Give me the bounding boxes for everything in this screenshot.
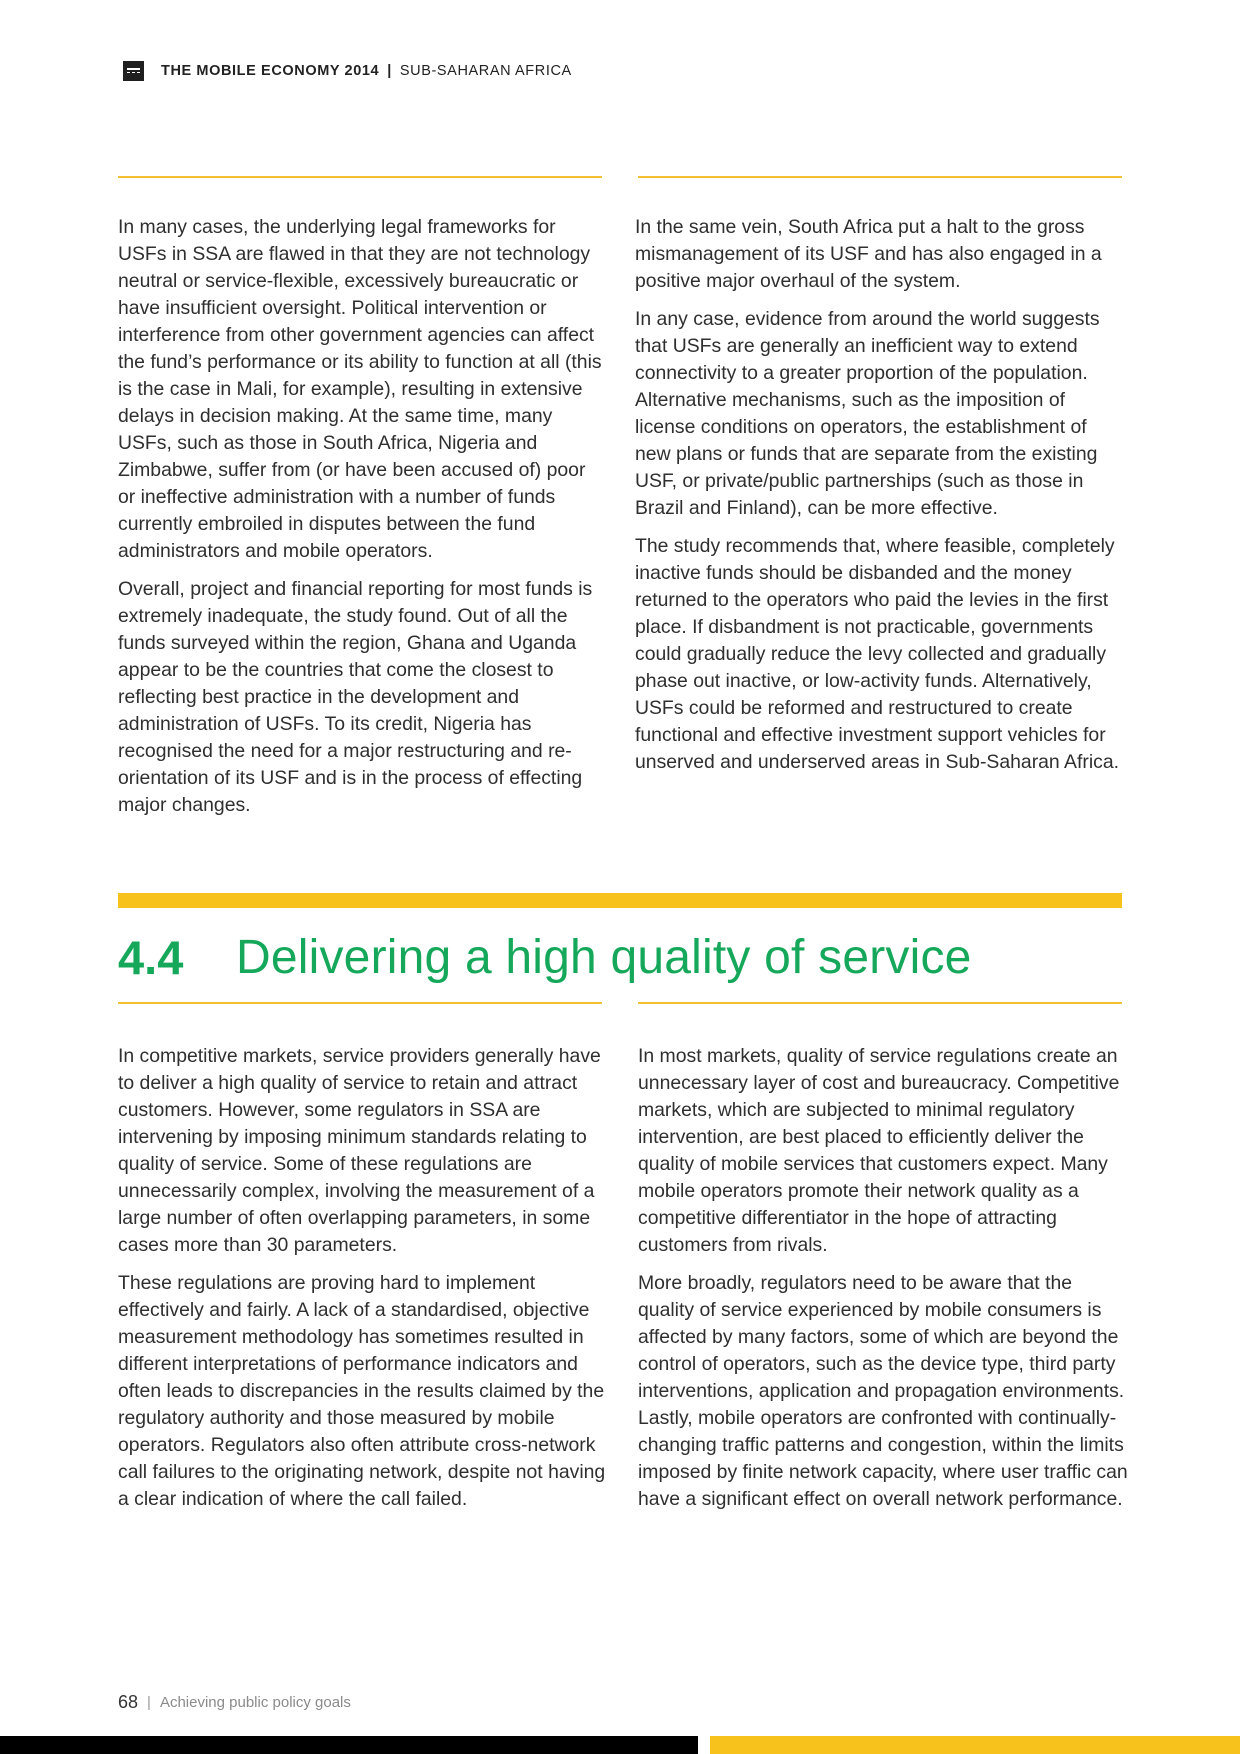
footer-separator: | xyxy=(147,1694,151,1711)
page-number: 68 xyxy=(118,1692,139,1712)
paragraph: In any case, evidence from around the world suggests that USFs are generally an inefficient way to extend connectivity to a greater proportion of the population. Alternative mechanisms, such as the imposition of license conditions on operators, the establishment of new plans or funds that are separate from the existing USF, or private/public partnerships (such as those in Brazil and Finland), can be more effective. xyxy=(635,308,1100,519)
paragraph: These regulations are proving hard to implement effectively and fairly. A lack of a standardised, objective measurement methodology has sometimes resulted in different interpretations of performance indicators and often leads to discrepancies in the results claimed by the regulatory authority and those measured by mobile operators. Regulators also often attribute cross-network call failures to the originating network, despite not having a clear indication of where the call failed. xyxy=(118,1272,606,1510)
publication-title: THE MOBILE ECONOMY 2014 xyxy=(161,63,380,79)
lower-right-rule xyxy=(638,1002,1122,1004)
upper-right-column xyxy=(635,214,1125,787)
gsma-logo-icon xyxy=(123,61,144,81)
paragraph: The study recommends that, where feasible, completely inactive funds should be disbanded and the money returned to the operators who paid the levies in the first place. If disbandment is not practicable, governments could gradually reduce the levy collected and gradually phase out inactive, or low-activity funds. Alternatively, USFs could be reformed and restructured to create functional and effective investment support vehicles for unserved and underserved areas in Sub-Saharan Africa. xyxy=(635,535,1119,773)
paragraph: In many cases, the underlying legal frameworks for USFs in SSA are flawed in that they are not technology neutral or service-flexible, excessively bureaucratic or have insufficient oversight. Political intervention or interference from other government agencies can affect the fund’s performance or its ability to function at all (this is the case in Mali, for example), resulting in extensive delays in decision making. At the same time, many USFs, such as those in South Africa, Nigeria and Zimbabwe, suffer from (or have been accused of) poor or ineffective administration with a number of funds currently embroiled in disputes between the fund administrators and mobile operators. xyxy=(118,216,602,562)
header-separator: | xyxy=(387,63,392,79)
paragraph: In most markets, quality of service regulations create an unnecessary layer of cost and bureaucracy. Competitive markets, which are subjected to minimal regulatory intervention, are best placed to efficiently deliver the quality of mobile services that customers expect. Many mobile operators promote their network quality as a competitive differentiator in the hope of attracting customers from rivals. xyxy=(638,1045,1120,1256)
footer-black-bar xyxy=(0,1736,698,1754)
upper-left-rule xyxy=(118,176,602,178)
paragraph: In the same vein, South Africa put a halt to the gross mismanagement of its USF and has also engaged in a positive major overhaul of the system. xyxy=(635,216,1102,292)
paragraph: More broadly, regulators need to be aware that the quality of service experienced by mobile consumers is affected by many factors, some of which are beyond the control of operators, such as the device type, third party interventions, application and propagation environments. Lastly, mobile operators are confronted with continually-changing traffic patterns and congestion, within the limits imposed by finite network capacity, where user traffic can have a significant effect on overall network performance. xyxy=(638,1272,1128,1510)
region-label: SUB-SAHARAN AFRICA xyxy=(399,63,572,79)
section-number: 4.4 xyxy=(118,930,184,984)
section-title: Delivering a high quality of service xyxy=(236,930,972,984)
running-header xyxy=(123,60,572,82)
footer-yellow-bar xyxy=(710,1736,1240,1754)
upper-left-column xyxy=(118,214,608,830)
paragraph: In competitive markets, service providers generally have to deliver a high quality of service to retain and attract customers. However, some regulators in SSA are intervening by imposing minimum standards relating to quality of service. Some of these regulations are unnecessarily complex, involving the measurement of a large number of often overlapping parameters, in some cases more than 30 parameters. xyxy=(118,1045,601,1256)
page-footer xyxy=(118,1692,351,1713)
upper-right-rule xyxy=(638,176,1122,178)
lower-left-column xyxy=(118,1043,608,1524)
section-heading xyxy=(118,922,972,992)
lower-right-column xyxy=(638,1043,1128,1524)
lower-left-rule xyxy=(118,1002,602,1004)
section-divider-bar xyxy=(118,893,1122,908)
chapter-title: Achieving public policy goals xyxy=(159,1694,351,1711)
paragraph: Overall, project and financial reporting for most funds is extremely inadequate, the study found. Out of all the funds surveyed within the region, Ghana and Uganda appear to be the countries that come the closest to reflecting best practice in the development and administration of USFs. To its credit, Nigeria has recognised the need for a major restructuring and re-orientation of its USF and is in the process of effecting major changes. xyxy=(118,578,593,816)
